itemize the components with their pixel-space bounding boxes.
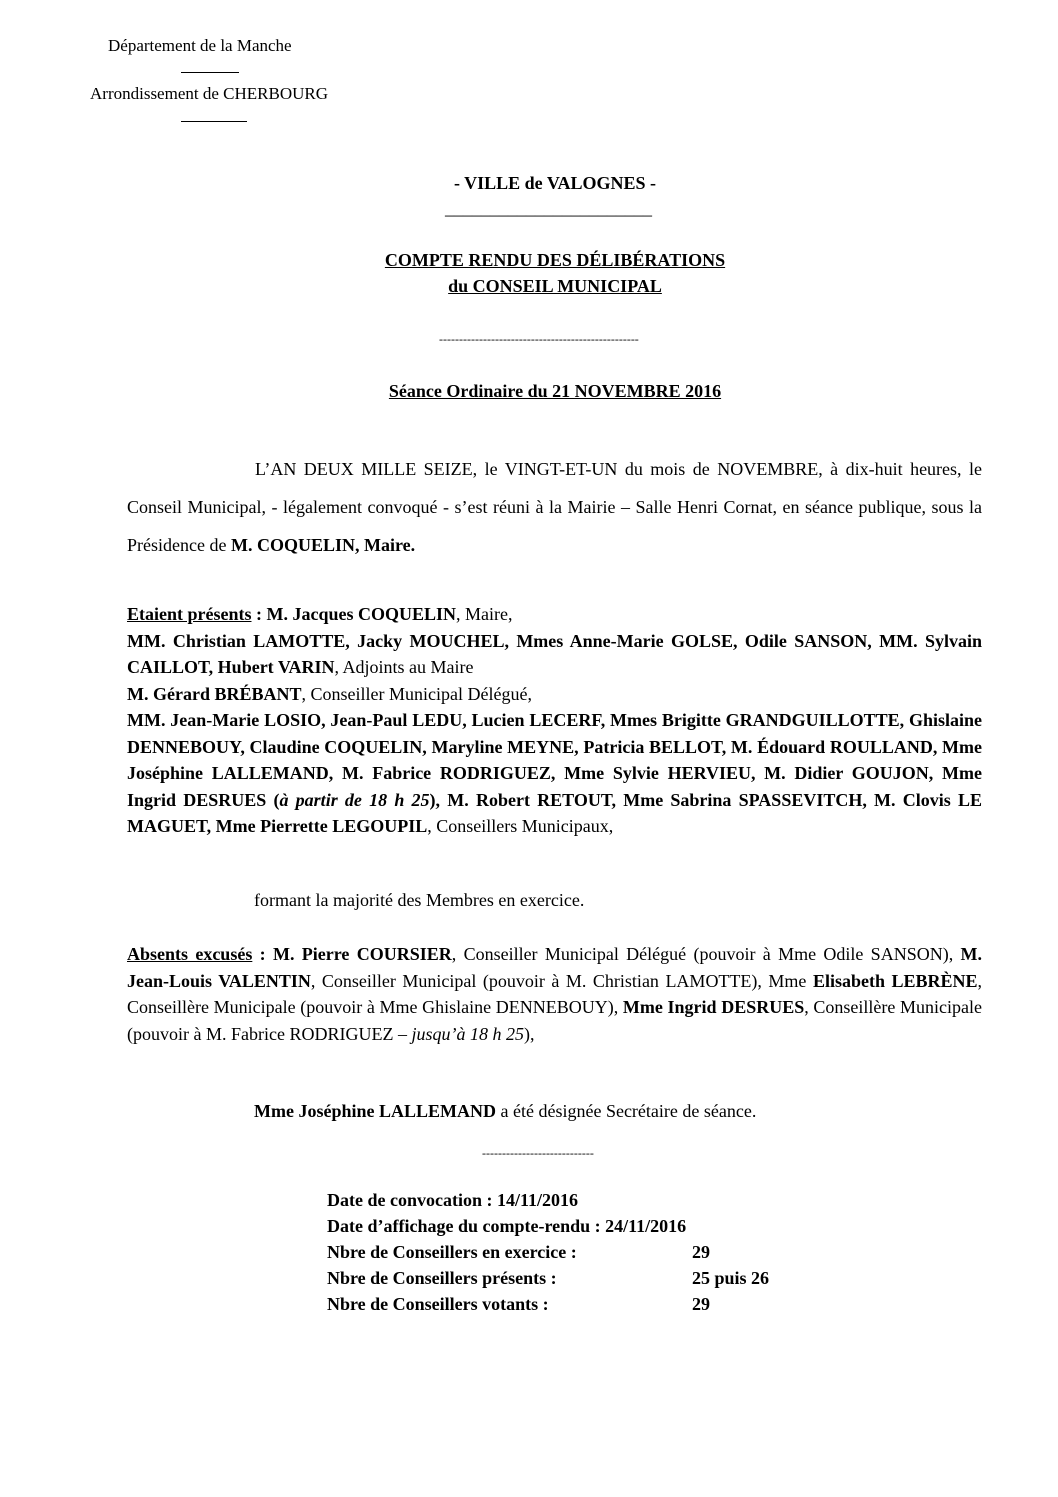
stat-row: Date de convocation : 14/11/2016 (327, 1190, 578, 1210)
stat-row: Date d’affichage du compte-rendu : 24/11/2016 (327, 1216, 687, 1236)
absents-paragraph: Absents excusés : M. Pierre COURSIER, Conseiller Municipal Délégué (pouvoir à Mme Odile SANSON), M. Jean-Louis VALENTIN, Conseiller Municipal (pouvoir à M. Christian LAMOTTE), Mme Elisabeth LEBRÈNE, Conseillère Municipale (pouvoir à Mme Ghislaine DENNEBOUY), Mme Ingrid DESRUES, Conseillère Municipale (pouvoir à M. Fabrice RODRIGUEZ – jusqu’à 18 h 25), (127, 944, 983, 1044)
ville-underline: _______________________ (445, 198, 652, 218)
stat-row: Nbre de Conseillers présents : 25 puis 26 (327, 1268, 770, 1288)
department-label: Département de la Manche (108, 36, 292, 55)
stat-row: Nbre de Conseillers votants : 29 (327, 1294, 710, 1314)
title-separator: -------------------------------------------------- (439, 332, 639, 346)
header-rule-2 (181, 121, 247, 122)
majorite-text: formant la majorité des Membres en exercice. (254, 890, 585, 910)
ville-title: - VILLE de VALOGNES - (453, 173, 657, 193)
header-rule-1 (181, 72, 239, 73)
presents-paragraph: Etaient présents : M. Jacques COQUELIN, Maire, MM. Christian LAMOTTE, Jacky MOUCHEL, Mmes Anne-Marie GOLSE, Odile SANSON, MM. Sylvain CAILLOT, Hubert VARIN, Adjoints au Maire M. Gérard BRÉBANT, Conseiller Municipal Délégué, MM. Jean-Marie LOSIO, Jean-Paul LEDU, Lucien LECERF, Mmes Brigitte GRANDGUILLOTTE, Ghislaine DENNEBOUY, Claudine COQUELIN, Maryline MEYNE, Patricia BELLOT, M. Édouard ROULLAND, Mme Joséphine LALLEMAND, M. Fabrice RODRIGUEZ, Mme Sylvie HERVIEU, M. Didier GOUJON, Mme Ingrid DESRUES (à partir de 18 h 25), M. Robert RETOUT, Mme Sabrina SPASSEVITCH, M. Clovis LE MAGUET, Mme Pierrette LEGOUPIL, Conseillers Municipaux, (127, 604, 982, 836)
conseil-title: du CONSEIL MUNICIPAL (448, 276, 662, 296)
stat-row: Nbre de Conseillers en exercice : 29 (327, 1242, 710, 1262)
stats-block (327, 1187, 770, 1317)
session-title: Séance Ordinaire du 21 NOVEMBRE 2016 (388, 381, 722, 401)
intro-paragraph: L’AN DEUX MILLE SEIZE, le VINGT-ET-UN du mois de NOVEMBRE, à dix-huit heures, le Conseil Municipal, - légalement convoqué - s’est réuni à la Mairie – Salle Henri Cornat, en séance publique, sous la Présidence de M. COQUELIN, Maire. (127, 459, 982, 555)
secretaire-text: Mme Joséphine LALLEMAND a été désignée Secrétaire de séance. (254, 1101, 757, 1121)
compte-rendu-title: COMPTE RENDU DES DÉLIBÉRATIONS (384, 250, 726, 270)
arrondissement-label: Arrondissement de CHERBOURG (90, 84, 328, 103)
secretaire-separator: ---------------------------- (482, 1146, 594, 1160)
